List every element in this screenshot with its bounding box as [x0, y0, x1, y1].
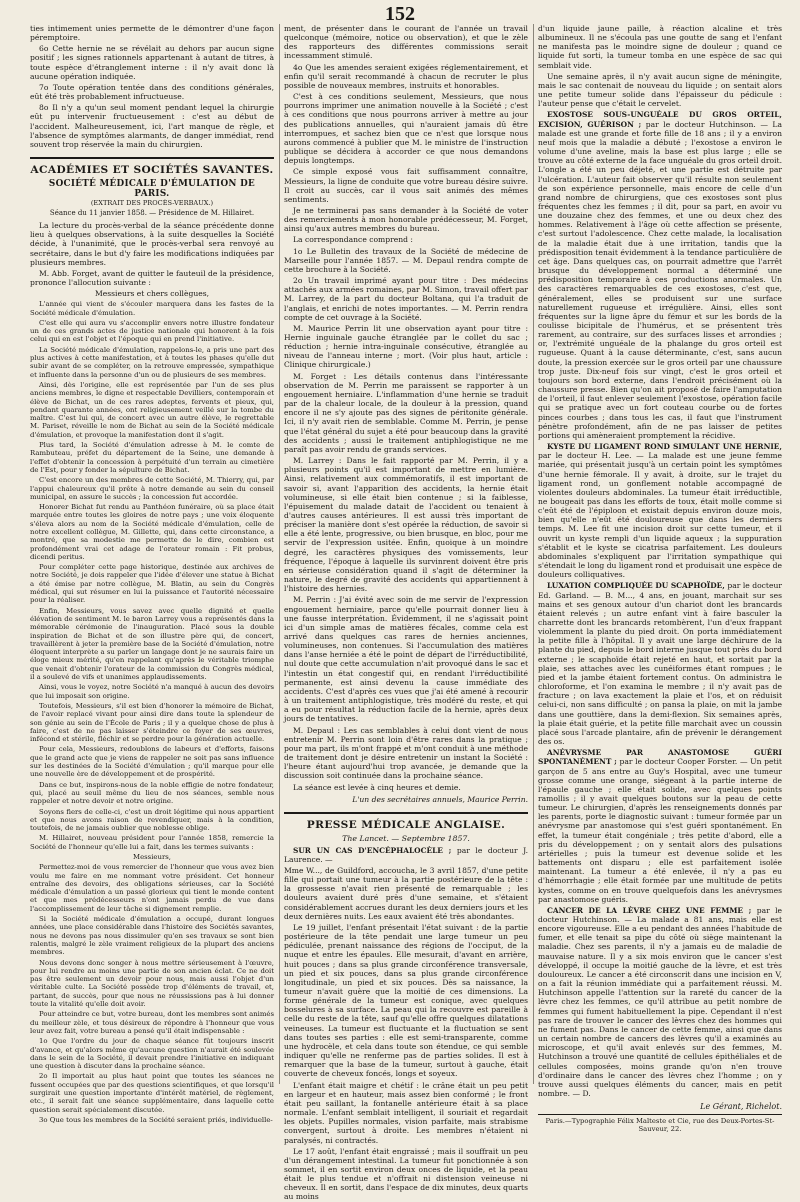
paragraph: L'enfant était maigre et chétif : le crâne était un peu petit en largeur et en hauteur, mais assez bien conformé ; le front était peu saillant, la fontanelle antérieure était à sa place normale. L'enfant semblait intelligent, il souriait et regardait les objets. Pupilles normales, vision parfaite, mais strabisme convergent, surtout à droite. Les membres n'étaient ni paralysés, ni contractés. [284, 1080, 528, 1145]
section-divider [284, 812, 528, 816]
case-author: par le docteur J. Laurence. — [284, 845, 528, 864]
case-heading: ANÉVRYSME PAR ANASTOMOSE GUÉRI SPONTANÉMENT ; [538, 748, 782, 767]
paragraph: M. Depaul : Les cas semblables à celui dont vient de nous entretenir M. Perrin sont loin d'être rares dans la pratique ; pour ma part, ils m'ont frappé et m'ont conduit à une méthode de traitement dont je désire entretenir un instant la Société : l'heure étant aujourd'hui trop avancée, je demande que la discussion soit continuée dans la prochaine séance. [284, 725, 528, 781]
intro-block [30, 24, 274, 149]
case-heading: KYSTE DU LIGAMENT ROND SIMULANT UNE HERNIE, [547, 442, 782, 452]
paragraph: C'est elle qui aura vu s'accomplir envers notre illustre fondateur un de ces grands actes de justice nationale qui honorent à la fois celui qui en est l'objet et l'époque qui en prend l'initiative. [30, 318, 274, 344]
printer-divider [538, 1114, 782, 1115]
paragraph: La lecture du procès-verbal de la séance précédente donne lieu à quelques observations, à la suite desquelles la Société décide, à l'unanimité, que le procès-verbal sera renvoyé au secrétaire, dans le but d'y faire les modifications indiquées par plusieurs membres. [30, 221, 274, 267]
paragraph: d'un liquide jaune paille, à réaction alcaline et très albumineux. Il ne s'écoula pas une goutte de sang et l'enfant ne manifesta pas le moindre signe de douleur ; quand ce liquide fut sorti, la tumeur tomba en une espèce de sac qui semblait vide. [538, 24, 782, 70]
paragraph: La séance est levée à cinq heures et demie. [293, 782, 461, 792]
case-kyste [538, 442, 782, 579]
paragraph: C'est à ces conditions seulement, Messieurs, que nous pourrons imprimer une animation nouvelle à la Société ; c'est à ces conditions que nous pourrons arriver à mettre au jour des publications annuelles, qui n'auraient jamais dû être interrompues, et sachez bien que ce n'est que lorsque nous aurons commencé à publier que M. le ministre de l'instruction publique se décidera à accorder ce que nous demandons depuis longtemps. [284, 92, 528, 166]
paragraph: Pour compléter cette page historique, destinée aux archives de notre Société, je dois rappeler que l'idée d'élever une statue à Bichat a été émise par notre collègue, M. Blatin, au sein du Congrès médical, qui sut résumer en lui la puissance et l'autorité nécessaire pour la réaliser. [30, 563, 274, 605]
paragraph: Nous devons donc songer à nous mettre sérieusement à l'œuvre, pour lui rendre au moins une partie de son ancien éclat. Ce ne doit pas être seulement un devoir pour nous, mais aussi l'objet d'un véritable culte. La Société possède trop d'éléments de travail, et, partant, de succès, pour que nous ne réussissions pas à lui donner toute la vitalité qu'elle doit avoir. [30, 958, 274, 1009]
paragraph: Dans ce but, inspirons-nous de la noble effigie de notre fondateur, qui, placé au seuil même du lieu de nos séances, semble nous rappeler et notre devoir et notre origine. [30, 780, 274, 806]
section-title: ACADÉMIES ET SOCIÉTÉS SAVANTES. [30, 164, 274, 177]
case-exostose [538, 110, 782, 440]
journal-reference: The Lancet. — Septembre 1857. [342, 833, 470, 843]
paragraph: Ainsi, vous le voyez, notre Société n'a manqué à aucun des devoirs que lui imposait son origine. [30, 683, 274, 700]
seance-body-continued [284, 24, 528, 792]
paragraph: Pour cela, Messieurs, redoublons de labeurs et d'efforts, faisons que le grand acte que je viens de rappeler ne soit pas sans influence sur les destinées de la Société d'émulation ; qu'il marque pour elle une nouvelle ère de développement et de prospérité. [30, 745, 274, 779]
column-1 [30, 24, 275, 1124]
paragraph: La Société médicale d'émulation, rappelons-le, a pris une part des plus actives à cette manifestation, et à toutes les phases qu'elle dut subir avant de se compléter, on la retrouve empressée, sympathique et influente dans la personne d'un ou de plusieurs de ses membres. [30, 345, 274, 379]
paragraph: Ce simple exposé vous fait suffisamment connaître, Messieurs, la ligne de conduite que votre bureau désire suivre. Il croit au succès, car il vous sait animés des mêmes sentiments. [284, 167, 528, 204]
paragraph: Ainsi, dès l'origine, elle est représentée par l'un de ses plus anciens membres, le digne et respectable Devilliers, contemporain et élève de Bichat, un de ces rares adeptes, fervents et pieux, qui, pendant quarante années, ont religieusement veillé sur la tombe du maître. C'est lui qui, de concert avec un autre élève, le regrettable M. Pariset, réveille le nom de Bichat au sein de la Société médicale d'émulation, et provoque la manifestation dont il s'agit. [30, 380, 274, 439]
section-title: PRESSE MÉDICALE ANGLAISE. [306, 818, 506, 831]
case-text: par le docteur Hutchinson. — La malade a 81 ans, mais elle est encore vigoureuse. Elle a eu pendant des années l'habitude de fumer, et elle tenait sa pipe du côté où siège maintenant la maladie. Chez ses parents, il n'y a jamais eu de maladie de mauvaise nature. Il y a six mois environ que le cancer s'est développé, il occupe la moitié gauche de la lèvre, et est très douloureux. Le cancer a été circonscrit dans une incision en V, on a fait la réunion immédiate qui a parfaitement réussi. M. Hutchinson appelle l'attention sur la rareté du cancer de la lèvre chez les femmes, ce qu'il attribue au petit nombre de femmes qui fument habituellement la pipe. Cependant il n'est pas rare de trouver le cancer des lèvres chez des hommes qui ne fument pas. Dans le cancer de cette femme, ainsi que dans un certain nombre de cancers des lèvres qu'il a examinés au microscope, et qu'il avait enlevés sur des femmes, M. Hutchinson a trouvé une quantité de cellules épithéliales et de cellules composées, moins grande qu'on n'en trouve d'ordinaire dans le cancer des lèvres chez l'homme ; on y trouve aussi quelques éléments du cancer, mais en petit nombre. — D. [538, 905, 783, 1098]
case-text: par le docteur Cooper Forster. — Un petit garçon de 5 ans entre au Guy's Hospital, avec une tumeur grosse comme une orange, siégeant à la partie interne de l'épaule gauche ; elle était solide, avec quelques points ramollis ; il y avait quelques boutons sur la peau de cette tumeur. Le chirurgien, d'après les renseignements donnés par les parents, porte le diagnostic suivant : tumeur formée par un anévrysme par anastomose qui s'est guéri spontanément. En effet, la tumeur était congéniale ; très petite d'abord, elle a pris du développement ; on y sentait alors des pulsations artérielles ; puis la tumeur est devenue solide et les battements ont disparu ; elle est parfaitement isolée maintenant. La tumeur a été enlevée, il n'y a pas eu d'hémorrhagie ; elle était formée par une multitude de petits kystes, comme on en trouve quelquefois dans les anévrysmes par anastomose guéris. [538, 757, 782, 904]
case-heading: EXOSTOSE SOUS-UNGUÉALE DU GROS ORTEIL, EXCISION, GUÉRISON ; [538, 110, 782, 129]
seance-line: Séance du 11 janvier 1858. — Présidence de M. Hillairet. [49, 209, 255, 218]
paragraph: Toutefois, Messieurs, s'il est bien d'honorer la mémoire de Bichat, de l'avoir replacé vivant pour ainsi dire dans toute la splendeur de son génie au sein de l'École de Paris ; il y a quelque chose de plus à faire, c'est de ne pas laisser s'éteindre ce foyer de ses œuvres, infécond et stérile, fléchir et se perdre pour la génération actuelle. [30, 701, 274, 744]
paragraph: M. Hillairet, nouveau président pour l'année 1858, remercie la Société de l'honneur qu'elle lui a fait, dans les termes suivants : [30, 834, 274, 851]
case-text: par le docteur Ed. Garland. — B. M..., 4 ans, en jouant, marchait sur ses mains et ses genoux autour d'un chariot dont les brancards étaient relevés ; un autre enfant vint à faire basculer la charrette dont les brancards retombèrent, l'un d'eux frappant violemment la plante du pied droit. On porta immédiatement la petite fille à l'hôpital. Il y avait une large déchirure de la plante du pied, depuis le bord interne jusque tout près du bord externe ; le scaphoïde était rejeté en haut, et sortait par la plaie, ses attaches avec les cunéiformes étant rompues ; le pied et la jambe étaient fortement contus. On administra le chloroforme, et l'on examina le membre ; il n'y avait pas de fracture ; on lava exactement la plaie et l'os, et on réduisit celui-ci, non sans difficulté ; on pansa la plaie, on mit la jambe dans une gouttière, dans la demi-flexion. Six semaines après, la plaie était guérie, et la petite fille marchait avec un coussin placé sous l'arcade plantaire, afin de prévenir le dérangement des os. [538, 581, 782, 747]
case-luxation [538, 581, 782, 746]
paragraph: Je ne terminerai pas sans demander à la Société de voter des remerciements à mon honorable prédécesseur, M. Forget, ainsi qu'aux autres membres du bureau. [284, 205, 528, 234]
printer-imprint: Paris.—Typographie Félix Malteste et Cie, rue des Deux-Portes-St-Sauveur, 22. [545, 1117, 775, 1134]
paragraph: Messieurs, [133, 852, 171, 861]
seance-body [30, 221, 274, 1124]
paragraph: Messieurs et chers collègues, [94, 289, 210, 299]
paragraph: Une semaine après, il n'y avait aucun signe de méningite, mais le sac contenait de nouveau du liquide ; on sentait alors une petite tumeur solide dans l'épaisseur du pédicule : l'auteur pense que c'était le cervelet. [538, 71, 782, 109]
paragraph: M. Forget : Les détails contenus dans l'intéressante observation de M. Perrin me paraissent se rapporter à un engouement herniaire. L'inflammation d'une hernie se traduit par de la chaleur locale, de la douleur à la pression, quand encore il ne s'y ajoute pas des signes de péritonite générale. Ici, il n'y avait rien de semblable. Comme M. Perrin, je pense que l'état général du sujet a été pour beaucoup dans la gravité des accidents ; aussi le traitement antiphlogistique ne me paraît pas avoir rendu de grands services. [284, 371, 528, 454]
case-text: par le docteur H. Lee. — La malade est une jeune femme mariée, qui présentait jusqu'à un certain point les symptômes d'une hernie fémorale. Il y avait, à droite, sur le trajet du ligament rond, un gonflement notable accompagné de violentes douleurs abdominales. La tumeur était irréductible, ne bougeait pas dans les efforts de toux, était molle comme si c'eût été de l'épiploon et existait depuis environ douze mois, bien qu'elle n'eût été douloureuse que dans les derniers temps. M. Lee fit une incision droit sur cette tumeur, et il ouvrit un kyste rempli d'un liquide aqueux ; la suppuration s'établit et le kyste se cicatrisa parfaitement. Les douleurs abdominales s'expliquent par l'irritation sympathique qui s'étendait le long du ligament rond et produisait une espèce de douleurs colliquatives. [538, 451, 783, 580]
gerant-signature: Le Gérant, Richelot. [700, 1102, 782, 1112]
paragraph: 1o Le Bulletin des travaux de la Société de médecine de Marseille pour l'année 1857. — M. Depaul rendra compte de cette brochure à la Société. [284, 246, 528, 274]
society-subtitle: (EXTRAIT DES PROCÈS-VERBAUX.) [90, 199, 214, 208]
column-3 [538, 24, 783, 1134]
paragraph: Soyons fiers de celle-ci, c'est un droit légitime qui nous appartient et que nous avons raison de revendiquer, mais à la condition, toutefois, de ne jamais oublier que noblesse oblige. [30, 807, 274, 833]
paragraph: L'année qui vient de s'écouler marquera dans les fastes de la Société médicale d'émulation. [30, 300, 274, 317]
case-heading: SUR UN CAS D'ENCÉPHALOCÈLE ; [293, 845, 452, 855]
paragraph: ment, de présenter dans le courant de l'année un travail quelconque (mémoire, notice ou observation), et que le zèle des rapporteurs des différentes commissions serait incessamment stimulé. [284, 24, 528, 61]
paragraph: 1o Que l'ordre du jour de chaque séance fût toujours inscrit d'avance, et qu'alors même qu'aucune question n'aurait été soulevée dans le sein de la Société, il devait prendre l'initiative en indiquant une question à discuter dans la prochaine séance. [30, 1037, 274, 1071]
paragraph: 3o Que tous les membres de la Société seraient priés, individuelle- [39, 1115, 273, 1124]
paragraph: Le 19 juillet, l'enfant présentait l'état suivant : de la partie postérieure de la tête pendait une large tumeur un peu pédiculée, prenant naissance des régions de l'occiput, de la nuque et entre les épaules. Elle mesurait, d'avant en arrière, huit pouces ; dans sa plus grande circonférence transversale, un pied et six pouces, dans sa plus grande circonférence longitudinale, un pied et six pouces. Dès sa naissance, la tumeur n'avait guère que la moitié de ces dimensions. La forme générale de la tumeur est conique, avec quelques bosselures à sa surface. La peau qui la recouvre est pareille à celle du reste de la tête, sauf qu'elle offre quelques dilatations veineuses. La tumeur est fluctuante et la fluctuation se sent dans toutes ses parties : elle est semi-transparente, comme une hydrocèle, et cela dans toute son étendue, ce qui semble indiquer qu'elle ne renferme pas de parties solides. Il est à remarquer que la base de la tumeur, surtout à gauche, était couverte de cheveux foncés, longs et soyeux. [284, 922, 528, 1079]
paragraph: 6o Cette hernie ne se révélait au dehors par aucun signe positif ; les signes rationnels appartenant à autant de titres, à toute espèce d'étranglement interne : il n'y avait donc là aucune opération indiquée. [30, 44, 274, 81]
section-divider [30, 157, 274, 161]
paragraph: M. Larrey : Dans le fait rapporté par M. Perrin, il y a plusieurs points qu'il est important de mettre en lumière. Ainsi, relativement aux commémoratifs, il est important de savoir si, avant l'apparition des accidents, la hernie était volumineuse, si elle était bien contenue ; si la faiblesse, l'épuisement du malade datait de l'accident ou tenaient à d'autres causes antérieures. Il est aussi très important de préciser la manière dont s'est opérée la réduction, de savoir si elle a été lente, progressive, ou bien brusque, en bloc, pour me servir de l'expression usitée. Enfin, quoique à un moindre degré, les caractères physiques des vomissements, leur fréquence, l'époque à laquelle ils survinrent doivent être pris en sérieuse considération quand il s'agit de déterminer la nature, le degré de gravité des accidents qui appartiennent à l'histoire des hernies. [284, 456, 528, 594]
case-cancer [538, 906, 782, 1098]
paragraph: ties intimement unies permette de le démontrer d'une façon péremptoire. [30, 24, 274, 43]
paragraph: M. Abb. Forget, avant de quitter le fauteuil de la présidence, prononce l'allocution suivante : [30, 268, 274, 287]
paragraph: 2o Il importait au plus haut point que toutes les séances ne fussent occupées que par des questions scientifiques, et que lorsqu'il surgirait une question importante d'intérêt matériel, de règlement, etc., il serait fait une séance supplémentaire, dans laquelle cette question serait spécialement discutée. [30, 1072, 274, 1114]
paragraph: Enfin, Messieurs, vous savez avec quelle dignité et quelle élévation de sentiment M. le baron Larrey vous a représentés dans la mémorable cérémonie de l'inauguration. Placé sous la double inspiration de Bichat et de son illustre père qui, de concert, travaillèrent à jeter la première base de la Société d'émulation, notre éloquent interprète a su parler un langage dont je ne saurais faire un éloge mieux mérité, qu'en rappelant qu'après le véritable triomphe que venait d'obtenir l'orateur de la commission du Congrès médical, il a soulevé de vifs et unanimes applaudissements. [30, 606, 274, 682]
paragraph: Mme W..., de Guildford, accoucha, le 3 avril 1857, d'une petite fille qui portait une tumeur à la partie postérieure de la tête : la grossesse n'avait rien présenté de remarquable ; les douleurs avaient duré près d'une semaine, et s'étaient considérablement accrues durant les deux derniers jours et les deux dernières nuits. Les eaux avaient été très abondantes. [284, 865, 528, 921]
paragraph: 8o Il n'y a qu'un seul moment pendant lequel la chirurgie eût pu intervenir fructueusement : c'est au début de l'accident. Malheureusement, ici, l'art manque de règle, et l'absence de symptômes alarmants, de danger immédiat, rend souvent trop réservée la main du chirurgien. [30, 103, 274, 149]
society-title: SOCIÉTÉ MÉDICALE D'ÉMULATION DE PARIS. [48, 179, 256, 200]
case-heading: LUXATION COMPLIQUÉE DU SCAPHOÏDE, [547, 581, 725, 591]
paragraph: Honorer Bichat fut rendu au Panthéon funéraire, où sa place était marquée entre toutes les gloires de notre pays ; une voix éloquente s'éleva alors au nom de la Société médicale d'émulation, celle de notre excellent collègue, M. Gillette, qui, dans cette circonstance, a montré, que sa modestie me permette de le dire, combien est profondément vrai cet adage de l'orateur romain : Fit probus, dicendi peritus. [30, 503, 274, 561]
secretary-signature: L'un des secrétaires annuels, Maurice Perrin. [352, 794, 528, 804]
paragraph: M. Maurice Perrin lit une observation ayant pour titre : Hernie inguinale gauche étranglée par le collet du sac ; réduction ; hernie intra-inguinale consécutive, étranglée au niveau de l'anneau interne ; mort. (Voir plus haut, article : Clinique chirurgicale.) [284, 323, 528, 370]
case-anevrysme [538, 748, 782, 904]
paragraph: 7o Toute opération tentée dans des conditions générales, eût été très probablement infructueuse. [30, 82, 274, 102]
paragraph: Si la Société médicale d'émulation a occupé, durant longues années, une place considérable dans l'histoire des Sociétés savantes, nous ne devons pas nous dissimuler qu'en ses travaux se sont bien ralentis, malgré le zèle vraiment religieux de la plupart des anciens membres. [30, 915, 274, 957]
paragraph: 4o Que les amendes seraient exigées réglementairement, et enfin qu'il serait recommandé à chacun de recruter le plus possible de nouveaux membres, instruits et honorables. [284, 62, 528, 90]
case-text: par le docteur Hutchinson. — La malade est une grande et forte fille de 18 ans ; il y a environ neuf mois que la maladie a débuté ; l'exostose a environ le volume d'une aveline, mais la base est plus large ; elle se trouve au côté externe de la face unguéale du gros orteil droit. L'ongle a été un peu déjeté, et une partie est détruite par l'ulcération. L'auteur fait observer qu'il résulte non seulement de son expérience personnelle, mais encore de celle d'un grand nombre de chirurgiens, que ces exostoses sont plus fréquentes chez les femmes ; il dit, pour sa part, en avoir vu une douzaine chez des femmes, et une ou deux chez des hommes. Relativement à l'âge où cette affection se présente, c'est surtout l'adolescence. Chez cette malade, la localisation de la maladie était due à une irritation, tandis que la prédisposition tenait évidemment à la tendance particulière de cet âge. Dans quelques cas, on pourrait admettre que l'arrêt brusque du développement normal a déterminé une prédisposition temporaire à ces productions anormales. Un des caractères remarquables de ces exostoses, c'est que, généralement, elles se produisent sur une surface naturellement rugueuse et irrégulière. Ainsi, elles sont fréquentes sur la ligne âpre du fémur et sur les bords de la coulisse bicipitale de l'humérus, et se présentent très rarement, au contraire, sur des surfaces lisses et arrondies ; or, l'extrémité unguéale de la phalange du gros orteil est rugueuse. Quant à la cause déterminante, c'est, sans aucun doute, la pression exercée sur le gros orteil par une chaussure trop juste. Dix-neuf fois sur vingt, c'est le gros orteil et toujours son bord externe, dans l'endroit précisément où la chaussure presse. Bien qu'on ait proposé de faire l'amputation de l'orteil, il faut enlever seulement l'exostose, opération facile qui se pratique avec un fort couteau courbe ou de fortes pinces courbes ; dans tous les cas, il faut que l'instrument pénètre profondément, afin de ne pas laisser de petites portions qui amèneraient promptement la récidive. [538, 119, 782, 440]
paragraph: 2o Un travail imprimé ayant pour titre : Des médecins attachés aux armées romaines, par M. Simon, travail offert par M. Larrey, de la part du docteur Boltana, qui l'a traduit de l'anglais, et enrichi de notes importantes. — M. Perrin rendra compte de cet ouvrage à la Société. [284, 276, 528, 322]
case-intro [284, 846, 528, 864]
paragraph: C'est encore un des membres de cette Société, M. Thierry, qui, par l'appui chaleureux qu'il prête à notre demande au sein du conseil municipal, en assure le succès ; la concession fut accordée. [30, 476, 274, 501]
paragraph: Plus tard, la Société d'émulation adresse à M. le comte de Rambuteau, préfet du département de la Seine, une demande à l'effet d'obtenir la concession à perpétuité d'un terrain au cimetière de l'Est, pour y fonder la sépulture de Bichat. [30, 441, 274, 474]
paragraph: Pour atteindre ce but, votre bureau, dont les membres sont animés du meilleur zèle, et tous désireux de répondre à l'honneur que vous leur avez fait, votre bureau a pensé qu'il était indispensable : [30, 1010, 275, 1035]
paragraph: M. Perrin : J'ai évité avec soin de me servir de l'expression engouement herniaire, parce qu'elle pourrait donner lieu à une fausse interprétation. Évidemment, il ne s'agissait point ici d'un simple amas de matières fécales, comme cela est arrivé dans quelques cas rares de hernies anciennes, volumineuses, non contenues. Si l'accumulation des matières dans l'anse herniée a été le point de départ de l'irréductibilité, nul doute que cette accumulation n'ait provoqué dans le sac et l'intestin un état congestif qui, en rendant l'irréductibilité permanente, est ainsi devenu la cause immédiate des accidents. C'est d'après ces vues que j'ai été amené à recourir à un traitement antiphlogistique, très modéré du reste, et qui a eu pour résultat la réduction facile de la hernie, après deux jours de tentatives. [284, 595, 528, 724]
article-columns [30, 24, 783, 1202]
page-number: 152 [385, 3, 415, 25]
paragraph: Permettez-moi de vous remercier de l'honneur que vous avez bien voulu me faire en me nommant votre président. Cet honneur entraîne des devoirs, des obligations sérieuses, car la Société médicale d'émulation a un passé glorieux qui tient le monde content et que mes prédécesseurs n'ont jamais perdu de vue dans l'accomplissement de leur tâche si dignement remplie. [30, 863, 274, 913]
case-heading: CANCER DE LA LÈVRE CHEZ UNE FEMME ; [547, 905, 752, 915]
paragraph: La correspondance comprend : [293, 235, 413, 245]
paragraph: Le 17 août, l'enfant était engraissé ; mais il souffrait un peu d'un dérangement intestinal. La tumeur fut ponctionnée à son sommet, il en sortit environ deux onces de liquide, et la peau était le plus tendue et n'offrait ni distension veineuse ni cheveux. Il en sortit, dans l'espace de dix minutes, deux quarts au moins [284, 1146, 528, 1202]
column-2 [284, 24, 528, 1202]
